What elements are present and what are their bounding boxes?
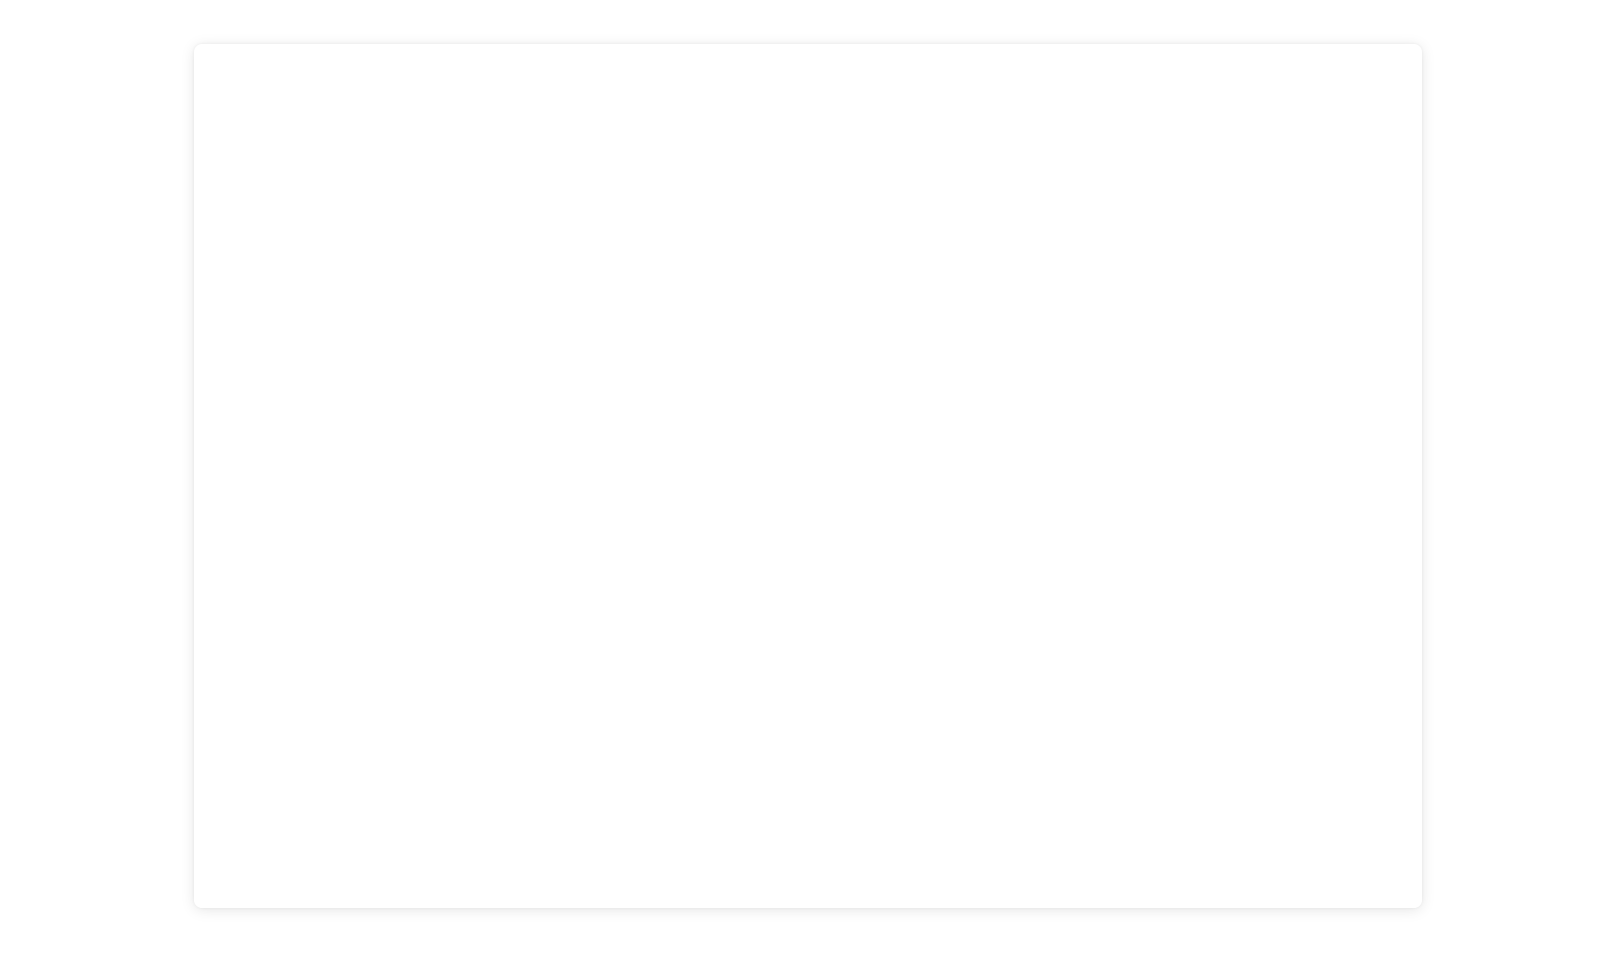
sheet-grid: [194, 44, 1422, 864]
sheet-tabs-bar: [194, 867, 1422, 908]
spreadsheet-window: [194, 44, 1422, 908]
